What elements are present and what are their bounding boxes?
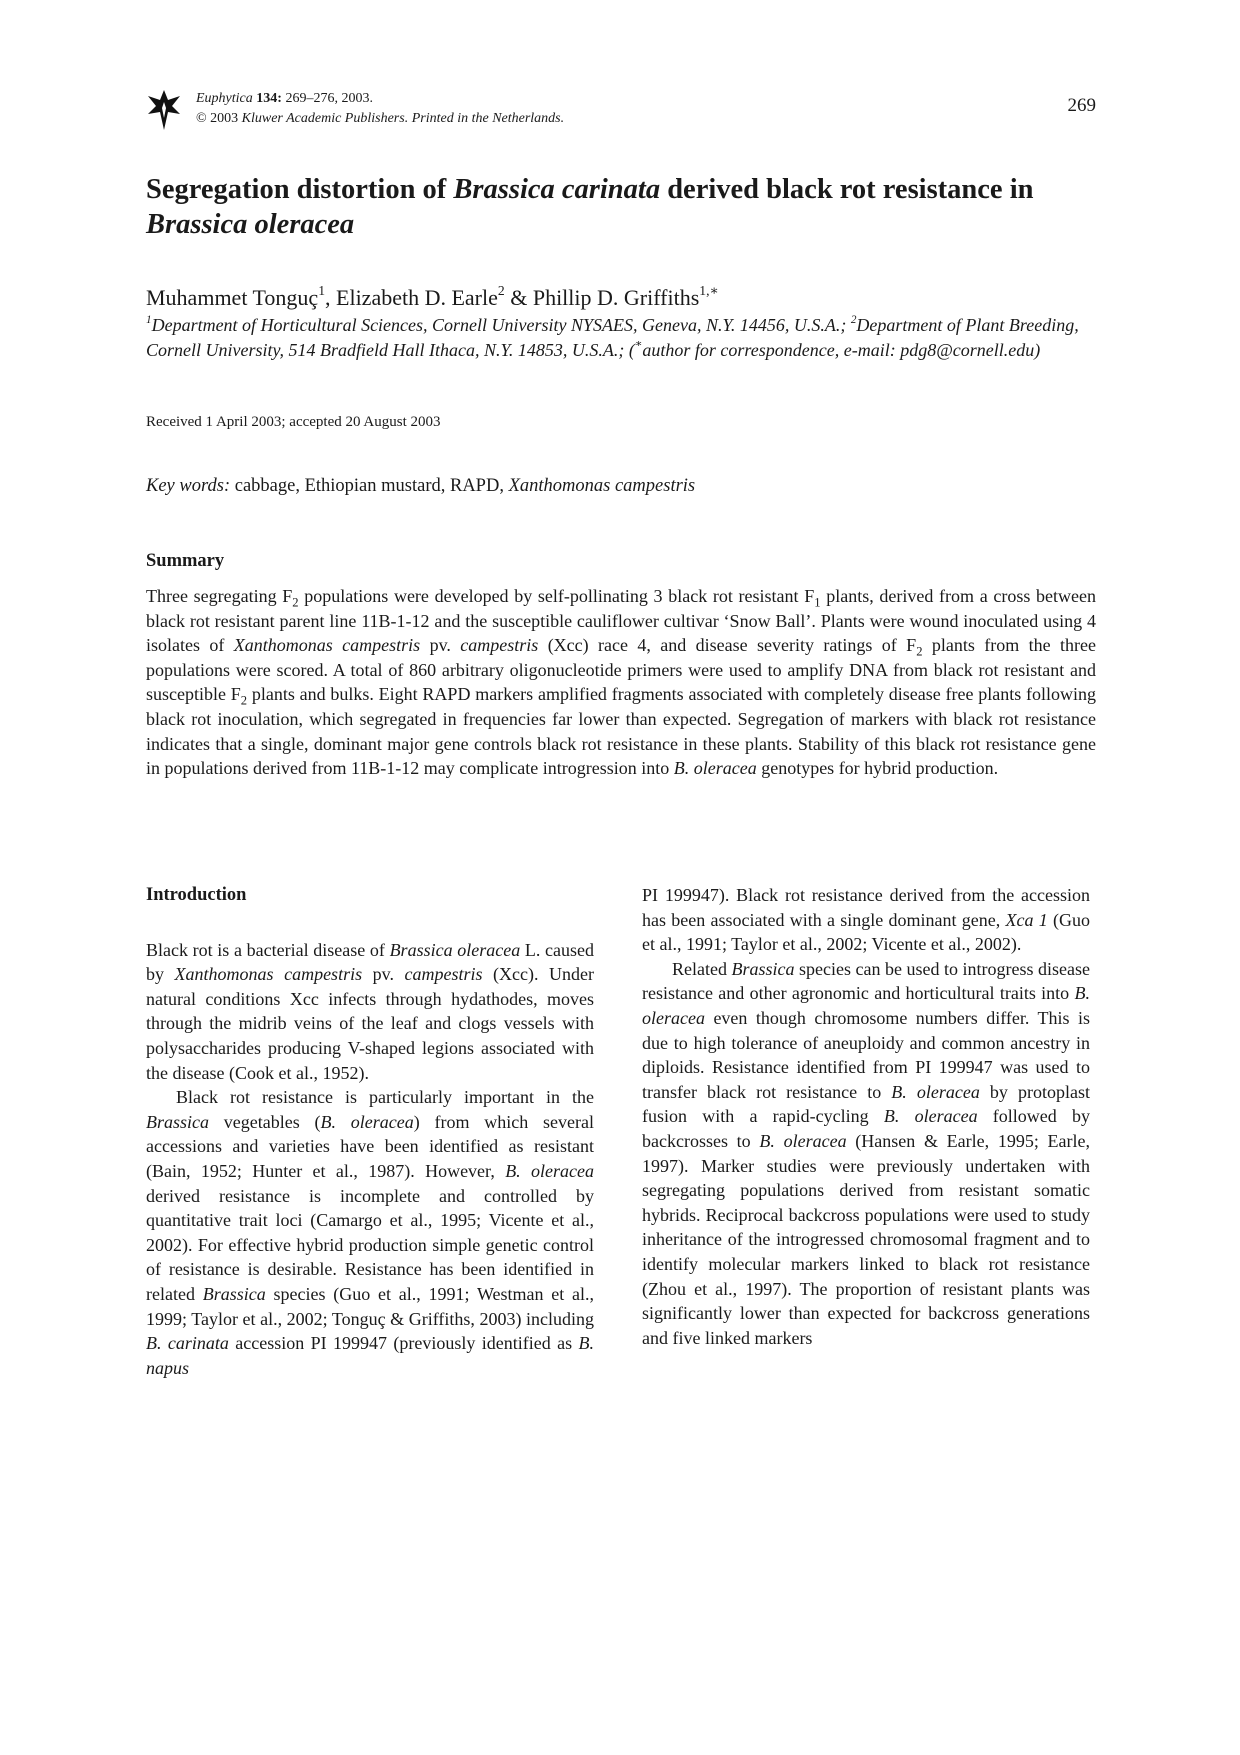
intro-paragraph-2 <box>146 1085 594 1380</box>
species-run: Brassica <box>731 958 795 979</box>
species-run: Brassica oleracea <box>389 939 521 960</box>
subscript: 1 <box>814 595 821 610</box>
text-run: by protoplast fusion with a rapid-cycling <box>642 1081 1090 1127</box>
journal-citation <box>196 89 564 129</box>
text-run: followed by backcrosses to <box>642 1106 1091 1151</box>
copyright-symbol: © <box>196 111 207 126</box>
author-name: Phillip D. Griffiths <box>532 285 700 310</box>
correspondence-mark: ∗ <box>634 338 643 351</box>
author-separator: & <box>504 285 533 310</box>
title-text: derived black rot resistance in <box>660 174 1034 205</box>
journal-volume: 134: <box>256 91 282 106</box>
text-run: L. caused by <box>146 939 594 985</box>
summary-run: populations were developed by self-pollinating 3 black rot resistant F <box>298 586 815 606</box>
affiliation-mark: 1 <box>146 313 152 326</box>
author-affiliation-mark: 1 <box>318 283 326 299</box>
subscript: 2 <box>916 644 923 659</box>
intro-paragraph-1 <box>146 938 594 1086</box>
text-run: Black rot is a bacterial disease of <box>146 939 390 960</box>
article-title <box>146 172 1106 242</box>
text-run: ) from which several accessions and varieties have been identified as resistant (Bain, 1952; Hunter et al., 1987). However, <box>146 1111 594 1181</box>
species-run: Brassica <box>202 1283 266 1304</box>
summary-heading: Summary <box>146 551 225 571</box>
author-affiliation-mark: 1,∗ <box>699 283 719 299</box>
title-species: Brassica oleracea <box>146 209 355 240</box>
affiliation-text: Department of Horticultural Sciences, Cornell University NYSAES, Geneva, N.Y. 14456, U.S.A.; <box>151 315 851 335</box>
species-run: B. carinata <box>146 1333 229 1354</box>
keywords <box>146 476 1106 497</box>
keywords-label: Key words: <box>146 476 231 496</box>
species-run: B. oleracea <box>759 1130 847 1151</box>
keywords-species: Xanthomonas campestris <box>508 476 696 496</box>
summary-text <box>146 584 1096 781</box>
text-run: Related <box>672 958 732 979</box>
author-affiliation-mark: 2 <box>497 283 505 299</box>
text-run: accession PI 199947 (previously identified as <box>228 1333 579 1354</box>
text-run: Black rot resistance is particularly important in the <box>176 1087 594 1108</box>
species-run: B. oleracea <box>891 1081 980 1102</box>
text-run: (Guo et al., 1991; Taylor et al., 2002; Vicente et al., 2002). <box>642 909 1091 955</box>
text-run: pv. <box>362 964 405 985</box>
affiliation-text: Department of Plant Breeding, Cornell University, 514 Bradfield Hall Ithaca, N.Y. 14853, U.S.A.; ( <box>146 315 1079 360</box>
summary-run: genotypes for hybrid production. <box>756 758 999 779</box>
text-run: species (Guo et al., 1991; Westman et al., 1999; Taylor et al., 2002; Tonguç & Griffiths, 2003) including <box>146 1283 594 1329</box>
species-run: B. oleracea <box>883 1106 978 1127</box>
copyright-year: 2003 <box>210 111 239 126</box>
summary-species: Xanthomonas campestris <box>233 635 421 656</box>
species-run: B. napus <box>146 1333 594 1378</box>
species-run: Xanthomonas campestris <box>174 964 363 985</box>
summary-species: B. oleracea <box>673 758 757 779</box>
summary-run: (Xcc) race 4, and disease severity ratings of F <box>538 635 917 656</box>
species-run: Brassica <box>146 1111 209 1132</box>
text-run: derived resistance is incomplete and controlled by quantitative trait loci (Camargo et al., 1995; Vicente et al., 2002). For effective hybrid production simple genetic control of resistance is desirable. Resistance has been identified in related <box>146 1185 594 1304</box>
text-run: even though chromosome numbers differ. This is due to high tolerance of aneuploidy and common ancestry in diploids. Resistance identified from PI 199947 was used to transfer black rot resistance to <box>642 1007 1090 1102</box>
journal-header <box>146 86 1096 136</box>
journal-pages: 269–276, 2003. <box>285 91 373 106</box>
author-name: Elizabeth D. Earle <box>336 285 498 310</box>
publisher-name: Kluwer Academic Publishers. <box>241 111 409 126</box>
summary-run: plants and bulks. Eight RAPD markers amplified fragments associated with completely disease free plants following black rot inoculation, which segregated in frequencies far lower than expected. Segregation of markers with black rot resistance indicates that a single, dominant major gene controls black rot resistance in these plants. Stability of this black rot resistance gene in populations derived from 11B-1-12 may complicate introgression into <box>146 684 1096 779</box>
author-name: Muhammet Tonguç <box>146 285 319 310</box>
page-number: 269 <box>1067 95 1096 116</box>
subscript: 2 <box>240 693 248 708</box>
species-run: B. oleracea <box>505 1160 595 1181</box>
title-species: Brassica carinata <box>453 174 661 205</box>
text-run: vegetables ( <box>209 1111 321 1132</box>
journal-name: Euphytica <box>196 91 253 106</box>
text-run: species can be used to introgress disease resistance and other agronomic and horticultural traits into <box>642 958 1090 1004</box>
gene-run: Xca 1 <box>1005 909 1048 930</box>
summary-species: campestris <box>460 635 539 656</box>
intro-paragraph-3 <box>642 957 1090 1351</box>
species-run: campestris <box>404 964 483 985</box>
summary-run: plants from the three populations were scored. A total of 860 arbitrary oligonucleotide primers were used to amplify DNA from black rot resistant and susceptible F <box>146 635 1096 705</box>
correspondence-text: author for correspondence, e-mail: pdg8@cornell.edu) <box>642 339 1041 360</box>
affiliations <box>146 313 1106 362</box>
text-run: (Xcc). Under natural conditions Xcc infects through hydathodes, moves through the midrib veins of the leaf and clogs vessels with polysaccharides producing V-shaped legions associated with the disease (Cook et al., 1952). <box>146 964 595 1083</box>
species-run: B. oleracea <box>320 1111 414 1132</box>
species-run: B. oleracea <box>642 983 1090 1028</box>
affiliation-mark: 2 <box>850 313 857 326</box>
publisher-logo-icon <box>146 88 182 132</box>
introduction-heading: Introduction <box>146 885 247 905</box>
left-column <box>146 883 594 1380</box>
author-list <box>146 285 1106 311</box>
text-run: PI 199947). Black rot resistance derived from the accession has been associated with a single dominant gene, <box>642 885 1090 930</box>
received-dates: Received 1 April 2003; accepted 20 August 2003 <box>146 414 441 430</box>
printed-note: Printed in the Netherlands. <box>411 111 565 126</box>
right-column <box>642 883 1090 1350</box>
title-text: Segregation distortion of <box>146 174 454 205</box>
subscript: 2 <box>292 595 299 610</box>
author-separator: , <box>325 285 337 310</box>
keywords-list: cabbage, Ethiopian mustard, RAPD, <box>230 476 509 496</box>
summary-run: Three segregating F <box>146 586 293 606</box>
intro-paragraph-2-cont <box>642 883 1090 957</box>
text-run: (Hansen & Earle, 1995; Earle, 1997). Marker studies were previously undertaken with segregating populations derived from resistant somatic hybrids. Reciprocal backcross populations were used to study inheritance of the introgressed chromosomal fragment and to identify molecular markers linked to black rot resistance (Zhou et al., 1997). The proportion of resistant plants was significantly lower than expected for backcross generations and five linked markers <box>642 1130 1091 1348</box>
summary-run: plants, derived from a cross between black rot resistant parent line 11B-1-12 and the susceptible cauliflower cultivar ‘Snow Ball’. Plants were wound inoculated using 4 isolates of <box>146 586 1096 656</box>
summary-run: pv. <box>420 635 461 656</box>
